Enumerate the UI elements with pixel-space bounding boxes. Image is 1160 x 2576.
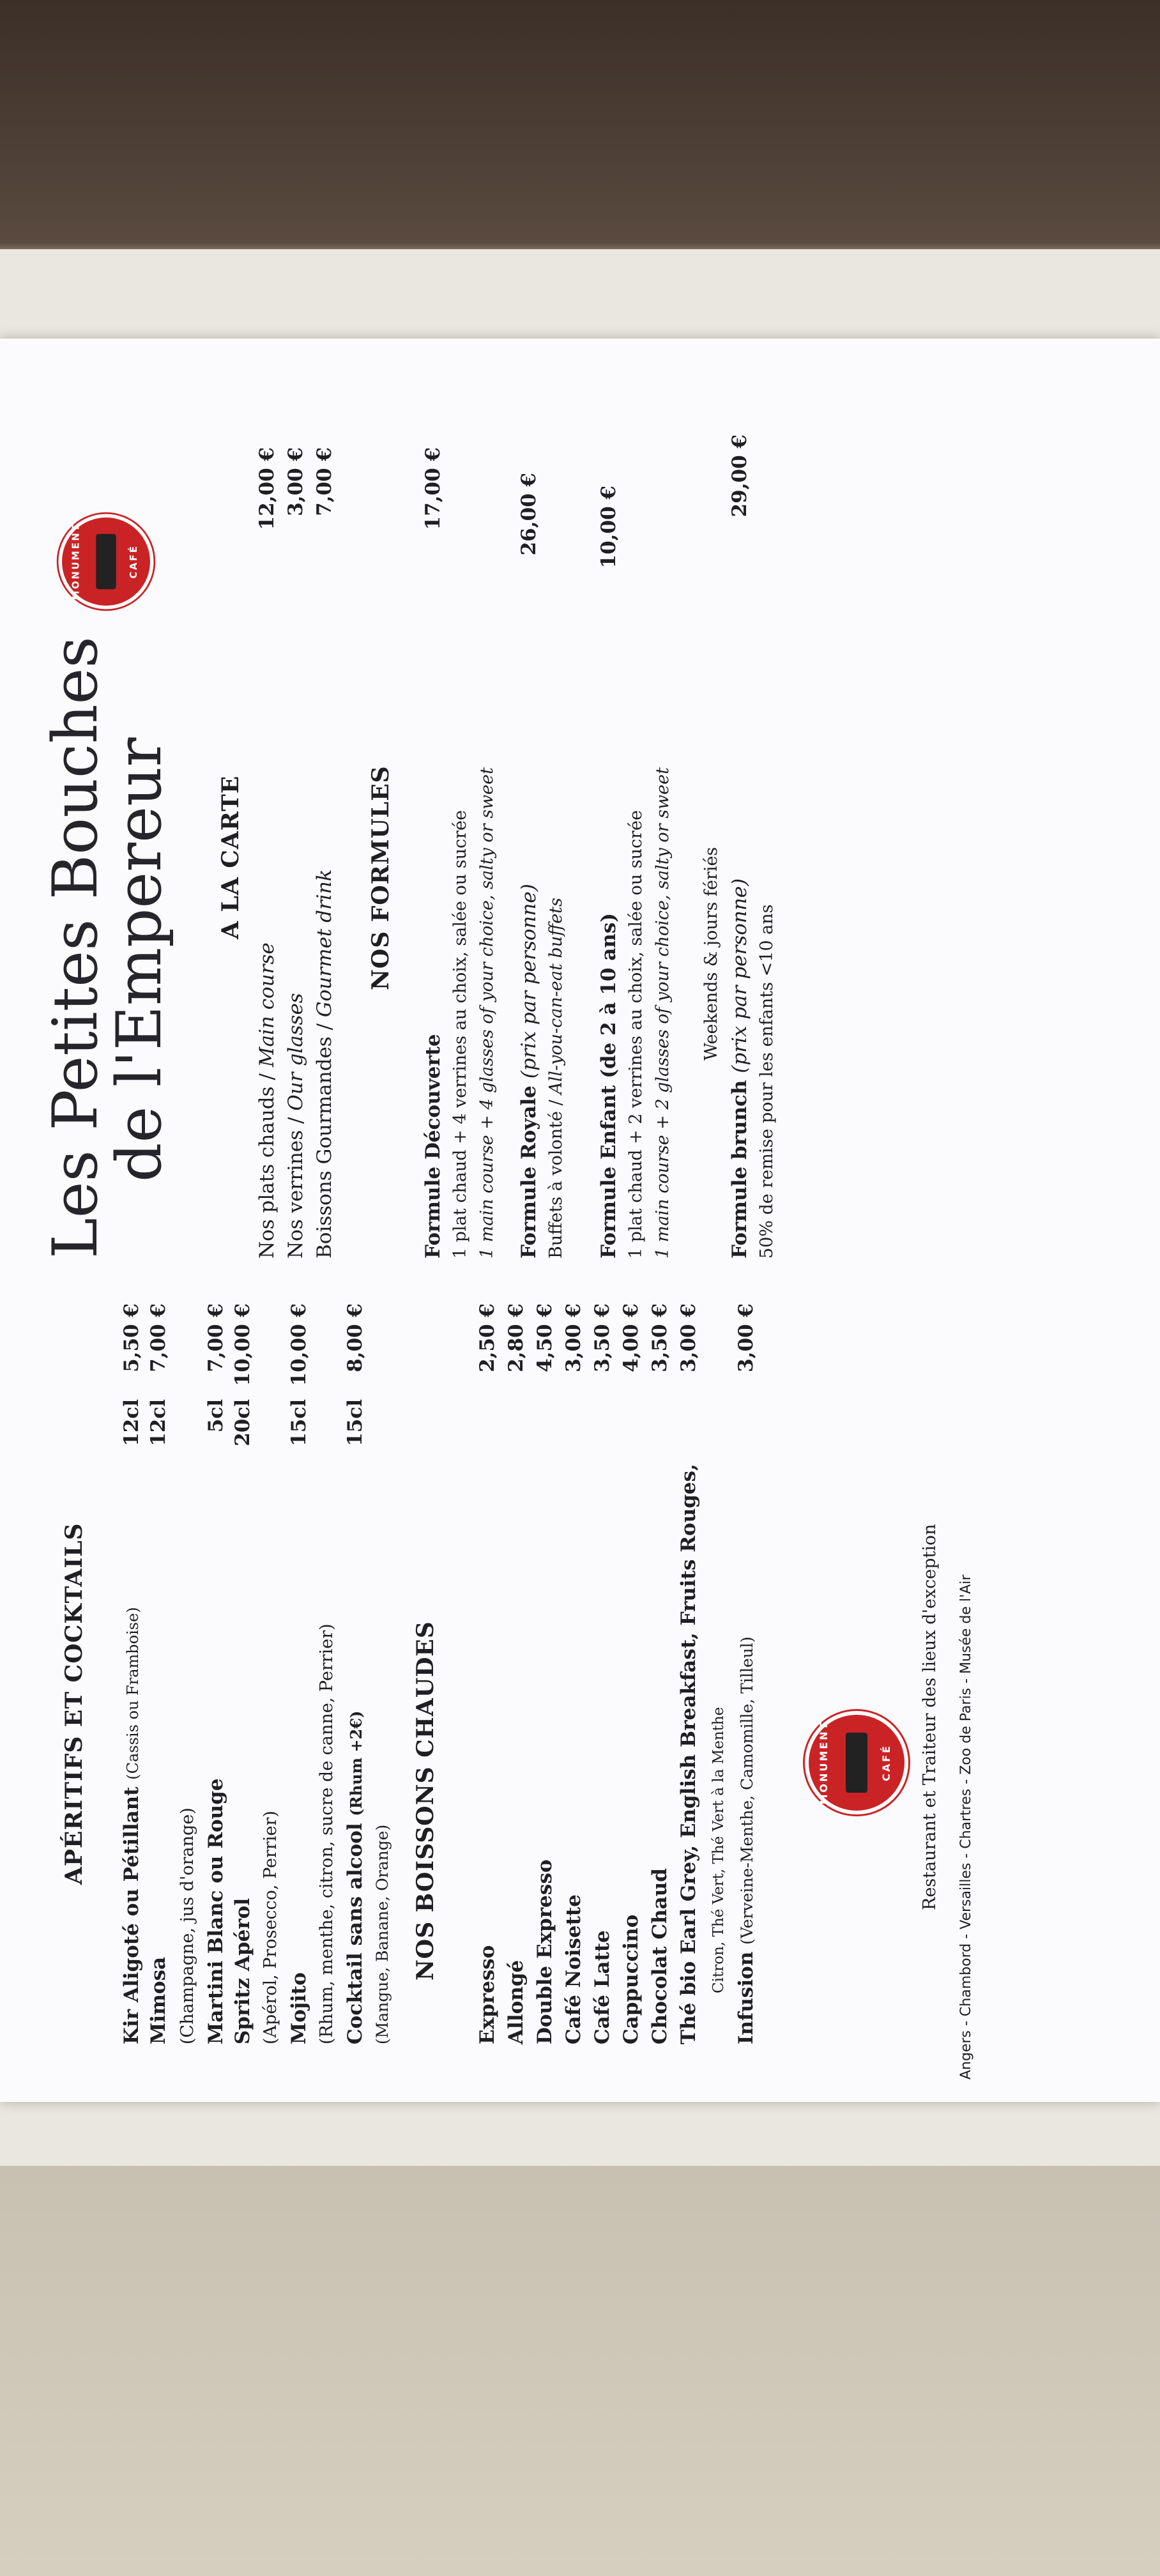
brunch-when: Weekends & jours fériés xyxy=(701,847,721,1061)
a-la-carte-heading: A LA CARTE xyxy=(217,775,244,939)
formule-desc-en: 1 main course + 4 glasses of your choice, salty or sweet xyxy=(477,767,497,1259)
menu-content: APÉRITIFS ET COCKTAILS Kir Aligoté ou Pétillant (Cassis ou Framboise) 12cl 5,50 € Mimosa 12cl 7,00 € (Champagne, jus d'orange) Martini Blanc ou Rouge 5cl 7,00 € Spritz Apérol 20cl 10,00 € (Apérol, Prosecco, Perrier) Mojito 15cl 10,00 € (Rhum, menthe, citron, sucre de canne, Perrier) Cocktail sans alcool (Rhum +2€) 15cl 8,00 € (Mangue, Banane, Orange) NOS BOISSONS CHAUDES Expresso 2,50 € Allongé 2,80 € Double Expresso 4,50 € Café Noisette 3,00 € Café Latte 3,50 € Cappuccino 4,00 € Chocolat Chaud 3,50 € Thé bio Earl Grey, English Breakfast, Fruits Rouges, 3,00 € Citron, Thé Vert, Thé Vert à la Menthe Infusion (Verveine-Menthe, Camomille, Tilleul) 3,00 € MONUMENT CAFÉ Restaurant et Traiteur des lieux d'exception Angers - Chambord - Versailles - Chartres - Zoo de Paris - Musée de l'Air Les Petites Bouches de l'Empereur MONUMENT CAFÉ A LA CARTE Nos plats chauds / Main course 12,00 € Nos verrines / Our glasses 3,00 € Boissons Gourmandes / Gourmet drink 7,00 € NOS FORMULES Formule Découverte 17,00 € 1 plat chaud + 4 verrines au choix, salée ou sucrée 1 main course + 4 glasses of your choice, salty or sweet Formule Royale (prix par personne) 26,00 € Buffets à volonté / All-you-can-eat buffets Formule Enfant (de 2 à 10 ans) 10,00 € 1 plat chaud + 2 verrines au choix, salée ou sucrée 1 main course + 2 glasses of your choice, salty or sweet Weekends & jours fériés Formule brunch (prix par personne) 29,00 € 50% de remise pour les enfants <10 ans xyxy=(40,434,974,2080)
formule-desc-en: 1 main course + 2 glasses of your choice, salty or sweet xyxy=(653,767,673,1259)
formule-desc-fr: 1 plat chaud + 2 verrines au choix, salée ou sucrée xyxy=(626,810,646,1259)
footer-locations: Angers - Chambord - Versailles - Chartres - Zoo de Paris - Musée de l'Air xyxy=(958,1574,974,2080)
title-line1: Les Petites Bouches xyxy=(40,636,111,1259)
brunch-discount: 50% de remise pour les enfants <10 ans xyxy=(757,904,777,1259)
monument-cafe-logo: MONUMENT CAFÉ xyxy=(58,514,153,609)
aperitifs-heading: APÉRITIFS ET COCKTAILS xyxy=(61,1522,88,1885)
footer-tagline: Restaurant et Traiteur des lieux d'exception xyxy=(920,1524,940,1910)
formule-desc-fr: 1 plat chaud + 4 verrines au choix, salée ou sucrée xyxy=(450,810,470,1259)
title-line2: de l'Empereur xyxy=(103,737,175,1182)
hot-drinks-heading: NOS BOISSONS CHAUDES xyxy=(412,1621,439,1981)
formules-heading: NOS FORMULES xyxy=(367,765,394,990)
monument-cafe-logo: MONUMENT CAFÉ xyxy=(805,1711,908,1814)
menu-sheet xyxy=(0,339,1160,2102)
tea-note: Citron, Thé Vert, Thé Vert à la Menthe xyxy=(710,1706,727,1993)
formule-desc: Buffets à volonté / All-you-can-eat buffets xyxy=(546,898,566,1259)
